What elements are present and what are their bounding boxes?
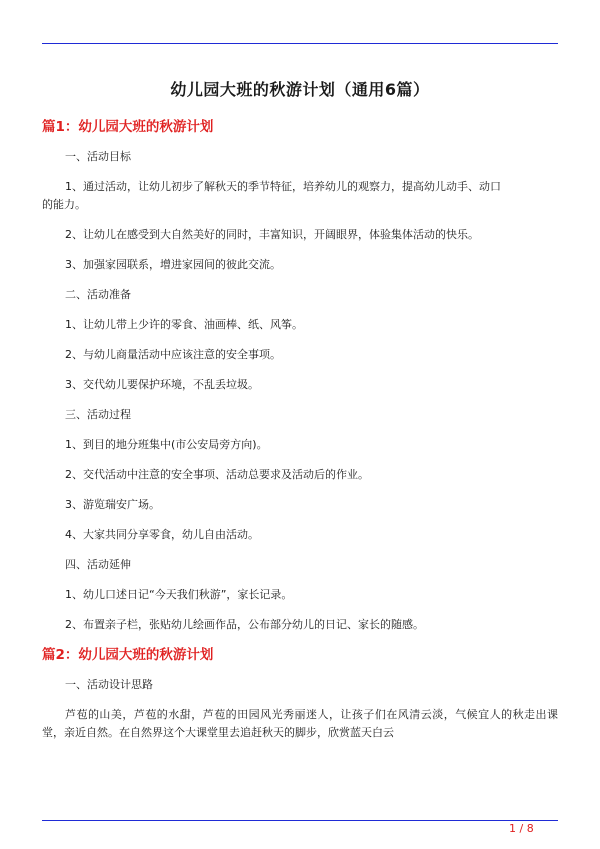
section-heading-2: 篇2：幼儿园大班的秋游计划 — [42, 647, 214, 663]
paragraph: 一、活动设计思路 — [65, 678, 153, 691]
paragraph: 三、活动过程 — [65, 408, 131, 421]
paragraph: 3、交代幼儿要保护环境，不乱丢垃圾。 — [65, 378, 259, 391]
paragraph: 四、活动延伸 — [65, 558, 131, 571]
paragraph: 4、大家共同分享零食，幼儿自由活动。 — [65, 528, 259, 541]
paragraph: 3、游览瑞安广场。 — [65, 498, 160, 511]
paragraph: 二、活动准备 — [65, 288, 131, 301]
paragraph: 1、到目的地分班集中(市公安局旁方向)。 — [65, 438, 268, 451]
paragraph: 3、加强家园联系，增进家园间的彼此交流。 — [65, 258, 281, 271]
paragraph: 2、交代活动中注意的安全事项、活动总要求及活动后的作业。 — [65, 468, 369, 481]
paragraph: 一、活动目标 — [65, 150, 131, 163]
paragraph: 2、布置亲子栏，张贴幼儿绘画作品，公布部分幼儿的日记、家长的随感。 — [65, 618, 424, 631]
paragraph: 1、通过活动，让幼儿初步了解秋天的季节特征，培养幼儿的观察力，提高幼儿动手、动口的能力。 — [42, 180, 501, 211]
document-body — [42, 118, 558, 742]
page-indicator: 1 / 8 — [509, 822, 534, 835]
paragraph: 芦苞的山美，芦苞的水甜，芦苞的田园风光秀丽迷人，让孩子们在风清云淡，气候宜人的秋走出课堂，亲近自然。在自然界这个大课堂里去追赶秋天的脚步，欣赏蓝天白云 — [42, 708, 558, 739]
footer-rule — [42, 820, 558, 821]
paragraph: 2、与幼儿商量活动中应该注意的安全事项。 — [65, 348, 281, 361]
document-title: 幼儿园大班的秋游计划（通用6篇） — [170, 80, 430, 99]
paragraph: 1、让幼儿带上少许的零食、油画棒、纸、风筝。 — [65, 318, 303, 331]
paragraph: 1、幼儿口述日记“今天我们秋游”，家长记录。 — [65, 588, 293, 601]
paragraph: 2、让幼儿在感受到大自然美好的同时，丰富知识，开阔眼界，体验集体活动的快乐。 — [65, 228, 479, 241]
header-rule — [42, 43, 558, 44]
section-heading-1: 篇1：幼儿园大班的秋游计划 — [42, 119, 214, 135]
